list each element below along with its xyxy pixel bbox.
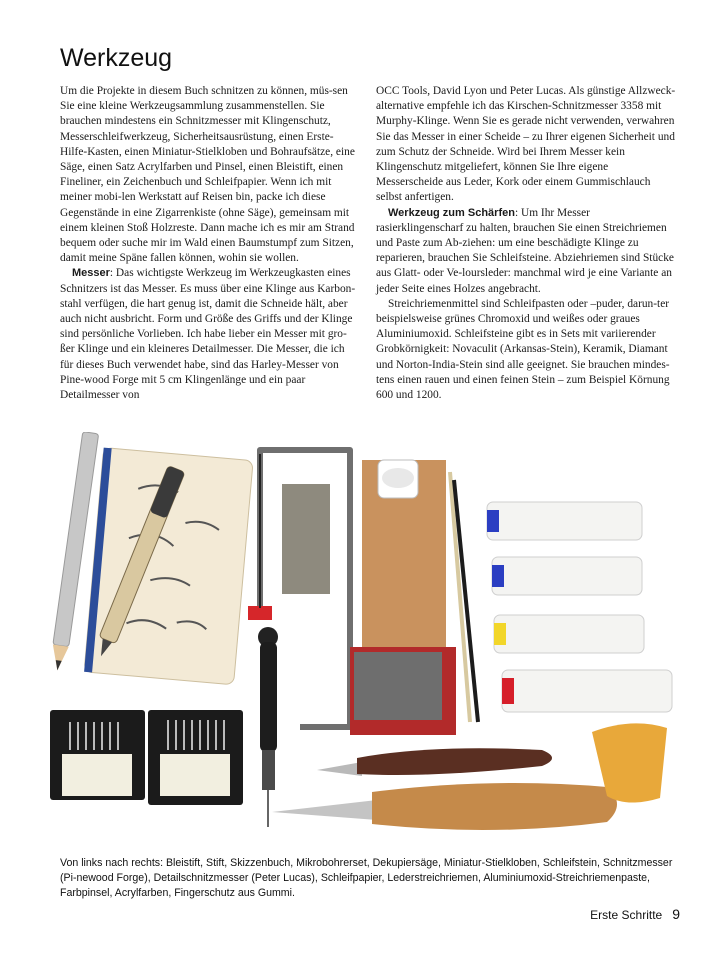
text-column-left <box>60 84 358 403</box>
paragraph: OCC Tools, David Lyon und Peter Lucas. Als günstige Allzweck-alternative empfehle ich das Kirschen-Schnitzmesser 3358 mit Murphy-Klinge. Wenn Sie es gerade nicht verwenden, verwahren Sie das Messer in einer Scheide – zu Ihrer eigenen Sicherheit und zum Schutz der Schneide. Wird bei Ihrem Messer kein Klingenschutz mitgeliefert, können Sie Ihre eigene Messerscheide aus Leder, Kork oder einem Gummischlauch selbst anfertigen. <box>376 85 676 204</box>
text-column-right <box>376 84 676 403</box>
page-number: 9 <box>672 906 680 922</box>
sandpaper <box>350 647 456 735</box>
footer-section: Erste Schritte <box>590 908 663 922</box>
paragraph: Streichriemenmittel sind Schleifpasten oder –puder, darun-ter beispielsweise grünes Chromoxid und weißes oder graues Aluminiumoxid. Schleifsteine gibt es in Sets mit variierender Grobkörnigkeit: Novaculit (Arkansas-Stein), Keramik, Diamant und Norton-India-Stein sind alle geeignet. Sie brauchen mindes-tens einen rauen und einen feinen Stein – zum Beispiel Körnung 600 und 1200. <box>376 297 670 402</box>
drill-bit-set <box>50 710 243 805</box>
page-footer <box>590 906 680 922</box>
pin-vise <box>258 627 278 827</box>
paragraph-schaerfen <box>376 206 676 297</box>
detail-knife <box>317 748 552 776</box>
sharpening-stone <box>282 484 330 594</box>
paragraph: Um die Projekte in diesem Buch schnitzen zu können, müs-sen Sie eine kleine Werkzeugsammlung zusammenstellen. Sie brauchen mindestens ein Schnitzmesser mit Klingenschutz, Messerschleifwerkzeug, Sicherheitsausrüstung, einen Erste-Hilfe-Kasten, einen Miniatur-Stielkloben und Bohraufsätze, eine Säge, einen Satz Acrylfarben und Pinsel, einen Bleistift, einen Fineliner, ein Zeichenbuch und Schleifpapier. Wenn ich mit meiner mobi-len Werkstatt auf Reisen bin, packe ich diese Gegenstände in eine Zigarrenkiste (ohne Säge), gemeinsam mit einem kleinen Stoß Holzreste. Dann mache ich es mir am Strand bequem oder suche mir im Wald einen Baumstumpf zum Sitzen, damit meine Späne fallen können, wohin sie wollen. <box>60 85 355 265</box>
paragraph-body: : Um Ihr Messer rasierklingenscharf zu halten, brauchen Sie einen Streichriemen und Paste zum Ab-ziehen: um eine beschädigte Klinge zu reparieren, brauchen Sie Schleifsteine. Abziehriemen sind Stücke aus Glatt- oder Ve-loursleder: manchmal wird je eine Variante an jeder Seite eines Holzes angebracht. <box>376 206 674 295</box>
paragraph-body: : Das wichtigste Werkzeug im Werkzeugkasten eines Schnitzers ist das Messer. Es muss über eine Klinge aus Karbon-stahl verfügen, die hart genug ist, damit die Schneide hält, aber auch nicht ausbricht. Form und Größe des Griffs und der Klinge sind persönliche Vorlieben. Ich habe lieber ein Messer mit gro-ßer Klinge und ein kleineres Detailmesser. Die Messer, die ich für dieses Buch verwendet habe, sind das Harley-Messer von Pine-wood Forge mit 5 cm Klingenlänge und ein paar Detailmesser von <box>60 267 356 402</box>
acrylic-paint-tubes <box>487 502 672 712</box>
paragraph-lead: Messer <box>72 267 110 280</box>
page-title: Werkzeug <box>60 44 173 72</box>
paragraph-lead: Werkzeug zum Schärfen <box>388 206 515 219</box>
photo-caption: Von links nach rechts: Bleistift, Stift, Skizzenbuch, Mikrobohrerset, Dekupiersäge, Miniatur-Stielkloben, Schleifstein, Schnitzmesser (Pi-newood Forge), Detailschnitzmesser (Peter Lucas), Schleifpapier, Lederstreichriemen, Aluminiumoxid-Streichriemenpaste, Farbpinsel, Acrylfarben, Fingerschutz aus Gummi. <box>60 857 673 899</box>
tools-photo <box>32 432 692 852</box>
paragraph-messer <box>60 266 358 403</box>
carving-knife <box>272 783 617 830</box>
